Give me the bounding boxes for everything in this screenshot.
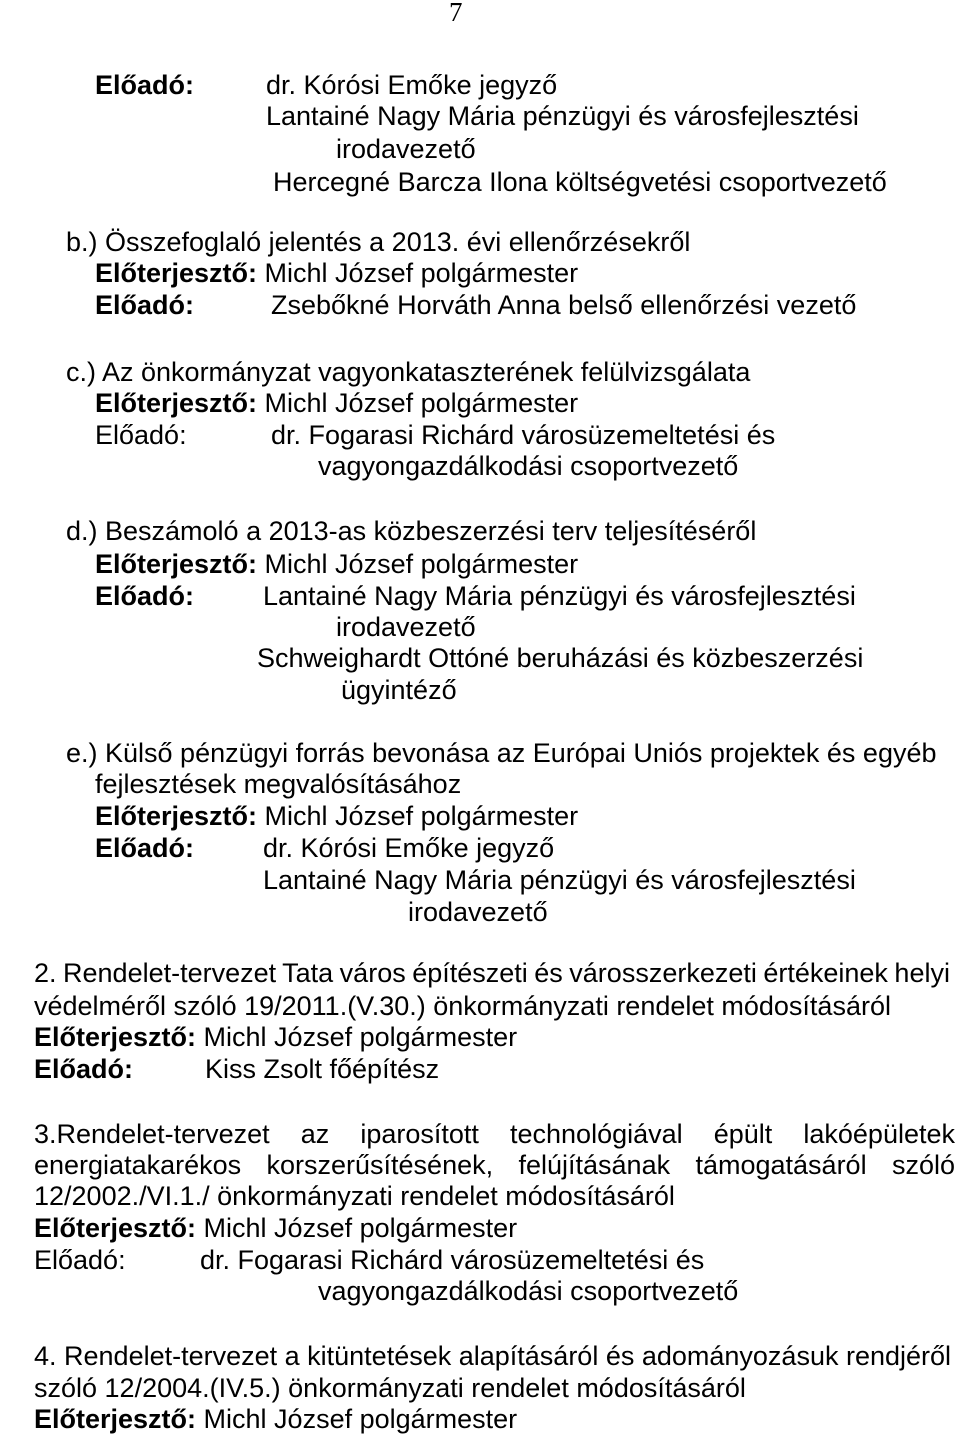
presenter-label: Előadó: xyxy=(95,70,194,100)
submitter-name: Michl József polgármester xyxy=(203,1022,518,1052)
presenter-name: vagyongazdálkodási csoportvezető xyxy=(318,1276,739,1306)
presenter-name: irodavezető xyxy=(408,897,548,927)
submitter-name: Michl József polgármester xyxy=(203,1213,518,1243)
submitter-name: Michl József polgármester xyxy=(203,1404,518,1434)
submitter-label: Előterjesztő: xyxy=(34,1022,197,1052)
submitter-name: Michl József polgármester xyxy=(264,258,579,288)
presenter-name: irodavezető xyxy=(336,612,476,642)
submitter-label: Előterjesztő: xyxy=(95,388,258,418)
agenda-item-title: energiatakarékos korszerűsítésének, felújításának támogatásáról szóló xyxy=(34,1150,955,1180)
submitter-line xyxy=(95,387,578,419)
agenda-item-title: b.) Összefoglaló jelentés a 2013. évi ellenőrzésekről xyxy=(66,227,691,257)
presenter-label: Előadó: xyxy=(95,420,187,450)
presenter-name: ügyintéző xyxy=(341,675,457,705)
presenter-label: Előadó: xyxy=(95,581,194,611)
submitter-name: Michl József polgármester xyxy=(264,801,579,831)
agenda-item-title: e.) Külső pénzügyi forrás bevonása az Európai Uniós projektek és egyéb xyxy=(66,738,937,768)
presenter-name: dr. Fogarasi Richárd városüzemeltetési és xyxy=(271,420,776,450)
agenda-item-title: 12/2002./VI.1./ önkormányzati rendelet módosításáról xyxy=(34,1181,675,1211)
presenter-label: Előadó: xyxy=(95,290,194,320)
presenter-name: vagyongazdálkodási csoportvezető xyxy=(318,451,739,481)
submitter-line xyxy=(34,1021,517,1053)
presenter-label: Előadó: xyxy=(95,833,194,863)
presenter-name: dr. Kórósi Emőke jegyző xyxy=(263,833,555,863)
submitter-line xyxy=(95,548,578,580)
submitter-name: Michl József polgármester xyxy=(264,388,579,418)
submitter-label: Előterjesztő: xyxy=(95,258,258,288)
submitter-name: Michl József polgármester xyxy=(264,549,579,579)
presenter-name: Schweighardt Ottóné beruházási és közbeszerzési xyxy=(257,643,864,673)
presenter-name: dr. Fogarasi Richárd városüzemeltetési és xyxy=(200,1245,705,1275)
agenda-item-title: 2. Rendelet-tervezet Tata város építészeti és városszerkezeti értékeinek helyi xyxy=(34,958,950,988)
agenda-item-title: c.) Az önkormányzat vagyonkataszterének felülvizsgálata xyxy=(66,357,751,387)
agenda-item-title: d.) Beszámoló a 2013-as közbeszerzési terv teljesítéséről xyxy=(66,516,757,546)
presenter-name: Lantainé Nagy Mária pénzügyi és városfejlesztési xyxy=(266,101,859,131)
presenter-name: dr. Kórósi Emőke jegyző xyxy=(266,70,558,100)
submitter-line xyxy=(34,1403,517,1435)
submitter-label: Előterjesztő: xyxy=(34,1404,197,1434)
submitter-line xyxy=(95,800,578,832)
agenda-item-title: védelméről szóló 19/2011.(V.30.) önkormányzati rendelet módosításáról xyxy=(34,991,891,1021)
agenda-item-title: 3.Rendelet-tervezet az iparosított technológiával épült lakóépületek xyxy=(34,1119,955,1149)
presenter-name: Lantainé Nagy Mária pénzügyi és városfejlesztési xyxy=(263,865,856,895)
presenter-name: irodavezető xyxy=(336,134,476,164)
submitter-label: Előterjesztő: xyxy=(34,1213,197,1243)
agenda-item-title: 4. Rendelet-tervezet a kitüntetések alapításáról és adományozásuk rendjéről xyxy=(34,1341,952,1371)
agenda-item-title: fejlesztések megvalósításához xyxy=(95,769,462,799)
presenter-label: Előadó: xyxy=(34,1054,133,1084)
presenter-name: Zsebőkné Horváth Anna belső ellenőrzési vezető xyxy=(271,290,857,320)
submitter-line xyxy=(95,257,578,289)
presenter-label: Előadó: xyxy=(34,1245,126,1275)
presenter-name: Lantainé Nagy Mária pénzügyi és városfejlesztési xyxy=(263,581,856,611)
presenter-name: Hercegné Barcza Ilona költségvetési csoportvezető xyxy=(273,167,887,197)
agenda-item-title: szóló 12/2004.(IV.5.) önkormányzati rendelet módosításáról xyxy=(34,1373,746,1403)
submitter-label: Előterjesztő: xyxy=(95,549,258,579)
page-number: 7 xyxy=(449,0,463,27)
submitter-label: Előterjesztő: xyxy=(95,801,258,831)
presenter-name: Kiss Zsolt főépítész xyxy=(205,1054,440,1084)
submitter-line xyxy=(34,1212,517,1244)
